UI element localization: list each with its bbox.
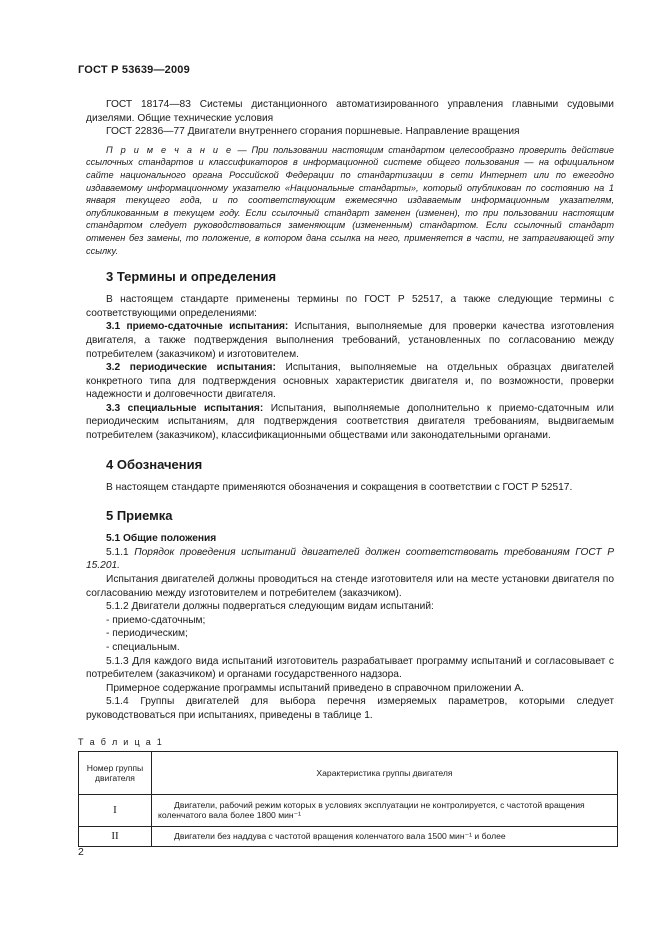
section-3-title: 3 Термины и определения [106, 269, 277, 285]
list-item-acceptance: - приемо-сдаточным; [106, 614, 206, 626]
page-number: 2 [78, 846, 84, 858]
section-4-title: 4 Обозначения [106, 456, 203, 472]
clause-5-1-4: 5.1.4 Группы двигателей для выбора перечня измеряемых параметров, которыми следует руководствоваться при испытаниях, приведены в таблице 1. [86, 696, 614, 721]
term-3-2 [86, 361, 614, 402]
term-3-3-def: Испытания, выполняемые дополнительно к приемо-сдаточным или периодическим испытаниям, для подтверждения соответствия двигателя требованиям, выдвигаемым потребителем (заказчиком), классификационными обществами или законодательными органами. [86, 402, 614, 442]
table-caption: Т а б л и ц а 1 [78, 736, 164, 747]
note-paragraph [86, 144, 614, 257]
table-row [79, 826, 618, 846]
row-1-characteristic: Двигатели, рабочий режим которых в условиях эксплуатации не контролируется, с частотой вращения коленчатого вала более 1800 мин⁻¹ [152, 794, 618, 826]
term-3-1-def: Испытания, выполняемые для проверки качества изготовления двигателя, а также подтверждения выполнения требований, установленных по согласованию между потребителем (заказчиком) и изготовителем. [86, 321, 614, 360]
term-3-2-def: Испытания, выполняемые на отдельных образцах двигателей конкретного типа для подтверждения основных характеристик двигателя и, по возможности, проверки надежности и долговечности двигателя. [86, 362, 614, 401]
clause-5-1-1-text: Порядок проведения испытаний двигателей должен соответствовать требованиям ГОСТ Р 15.201. [86, 546, 614, 572]
note-text: — При пользовании настоящим стандартом целесообразно проверить действие ссылочных стандартов и классификаторов в информационной системе общего пользования — на официальном сайте национального органа Российской Федерации по стандартизации в сети Интернет или по ежегодно издаваемому информационному указателю «Национальные стандарты», который опубликован по состоянию на 1 января текущего года, и по соответствующим ежемесячно издаваемым информационным указателям, опубликованным в текущем году. Если ссылочный стандарт заменен (изменен), то при пользовании настоящим стандартом следует руководствоваться заменяющим (измененным) стандартом. Если ссылочный стандарт отменен без замены, то положение, в котором дана ссылка на него, применяется в части, не затрагивающей эту ссылку. [86, 144, 614, 256]
clause-5-1-1 [86, 546, 614, 573]
clause-5-1-3: 5.1.3 Для каждого вида испытаний изготовитель разрабатывает программу испытаний и согласовывает с потребителем (заказчиком) и органами государственного надзора. [86, 655, 614, 681]
engine-groups-table [78, 751, 618, 847]
section-5-title: 5 Приемка [106, 508, 173, 524]
row-2-characteristic: Двигатели без наддува с частотой вращения коленчатого вала 1500 мин⁻¹ и более [152, 826, 618, 846]
list-item-special: - специальным. [106, 642, 180, 653]
list-item-periodic: - периодическим; [106, 628, 188, 640]
header-group-number: Номер группы двигателя [79, 751, 152, 794]
header-group-characteristic: Характеристика группы двигателя [152, 751, 618, 794]
table-header-row [79, 751, 618, 794]
reference-22836: ГОСТ 22836—77 Двигатели внутреннего сгорания поршневые. Направление вращения [106, 126, 520, 138]
clause-5-1-1-number: 5.1.1 [106, 546, 135, 558]
note-label: П р и м е ч а н и е [106, 144, 233, 155]
reference-18174: ГОСТ 18174—83 Системы дистанционного автоматизированного управления главными судовыми дизелями. Общие технические условия [86, 99, 614, 124]
term-3-2-name: 3.2 периодические испытания: [106, 362, 276, 374]
table-row [79, 794, 618, 826]
section-4-text: В настоящем стандарте применяются обозначения и сокращения в соответствии с ГОСТ Р 52517. [106, 481, 573, 493]
clause-5-1-3-continued: Примерное содержание программы испытаний приведено в справочном приложении А. [106, 682, 524, 694]
term-3-1 [86, 320, 614, 361]
clause-5-1-1-continued: Испытания двигателей должны проводиться на стенде изготовителя или на месте установки двигателя по согласованию между изготовителем и потребителем (заказчиком). [86, 574, 614, 599]
row-1-group-number: I [79, 794, 152, 826]
term-3-1-name: 3.1 приемо-сдаточные испытания: [106, 321, 289, 333]
subsection-5-1-title: 5.1 Общие положения [106, 533, 217, 545]
clause-5-1-2: 5.1.2 Двигатели должны подвергаться следующим видам испытаний: [106, 601, 434, 613]
section-3-intro: В настоящем стандарте применены термины по ГОСТ Р 52517, а также следующие термины с соответствующими определениями: [86, 294, 614, 319]
content-area [78, 90, 614, 847]
row-2-group-number: II [79, 826, 152, 846]
term-3-3-name: 3.3 специальные испытания: [106, 402, 264, 414]
document-header: ГОСТ Р 53639—2009 [78, 64, 190, 76]
term-3-3 [86, 402, 614, 443]
